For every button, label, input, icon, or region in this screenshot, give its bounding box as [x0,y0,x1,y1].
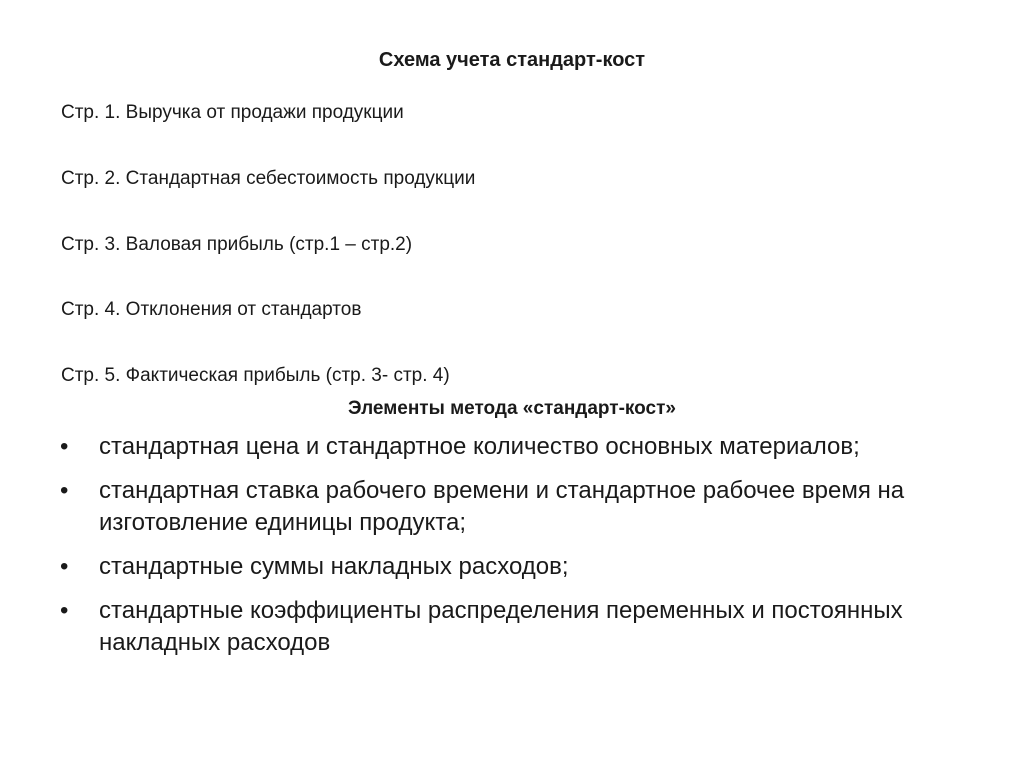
elements-subtitle: Элементы метода «стандарт-кост» [348,398,676,419]
scheme-row-2: Стр. 2. Стандартная себестоимость продукции [61,168,476,189]
list-item-text: стандартная цена и стандартное количество основных материалов; [99,433,860,460]
list-item-text: стандартная ставка рабочего времени и стандартное рабочее время на изготовление единицы продукта; [99,477,905,536]
bullet-icon: • [60,597,69,624]
list-item [60,475,960,539]
scheme-row-1: Стр. 1. Выручка от продажи продукции [61,102,404,123]
list-item-text: стандартные коэффициенты распределения переменных и постоянных накладных расходов [99,597,903,656]
scheme-row-4: Стр. 4. Отклонения от стандартов [61,299,362,320]
list-item [60,595,960,659]
scheme-row-3: Стр. 3. Валовая прибыль (стр.1 – стр.2) [61,234,413,255]
list-item [60,431,960,463]
bullet-icon: • [60,433,69,460]
bullet-icon: • [60,477,69,504]
slide-title: Схема учета стандарт-кост [378,49,646,71]
bullet-icon: • [60,553,69,580]
elements-list [60,431,960,671]
list-item-text: стандартные суммы накладных расходов; [99,553,569,580]
list-item [60,551,960,583]
scheme-row-5: Стр. 5. Фактическая прибыль (стр. 3- стр. 4) [61,365,450,386]
